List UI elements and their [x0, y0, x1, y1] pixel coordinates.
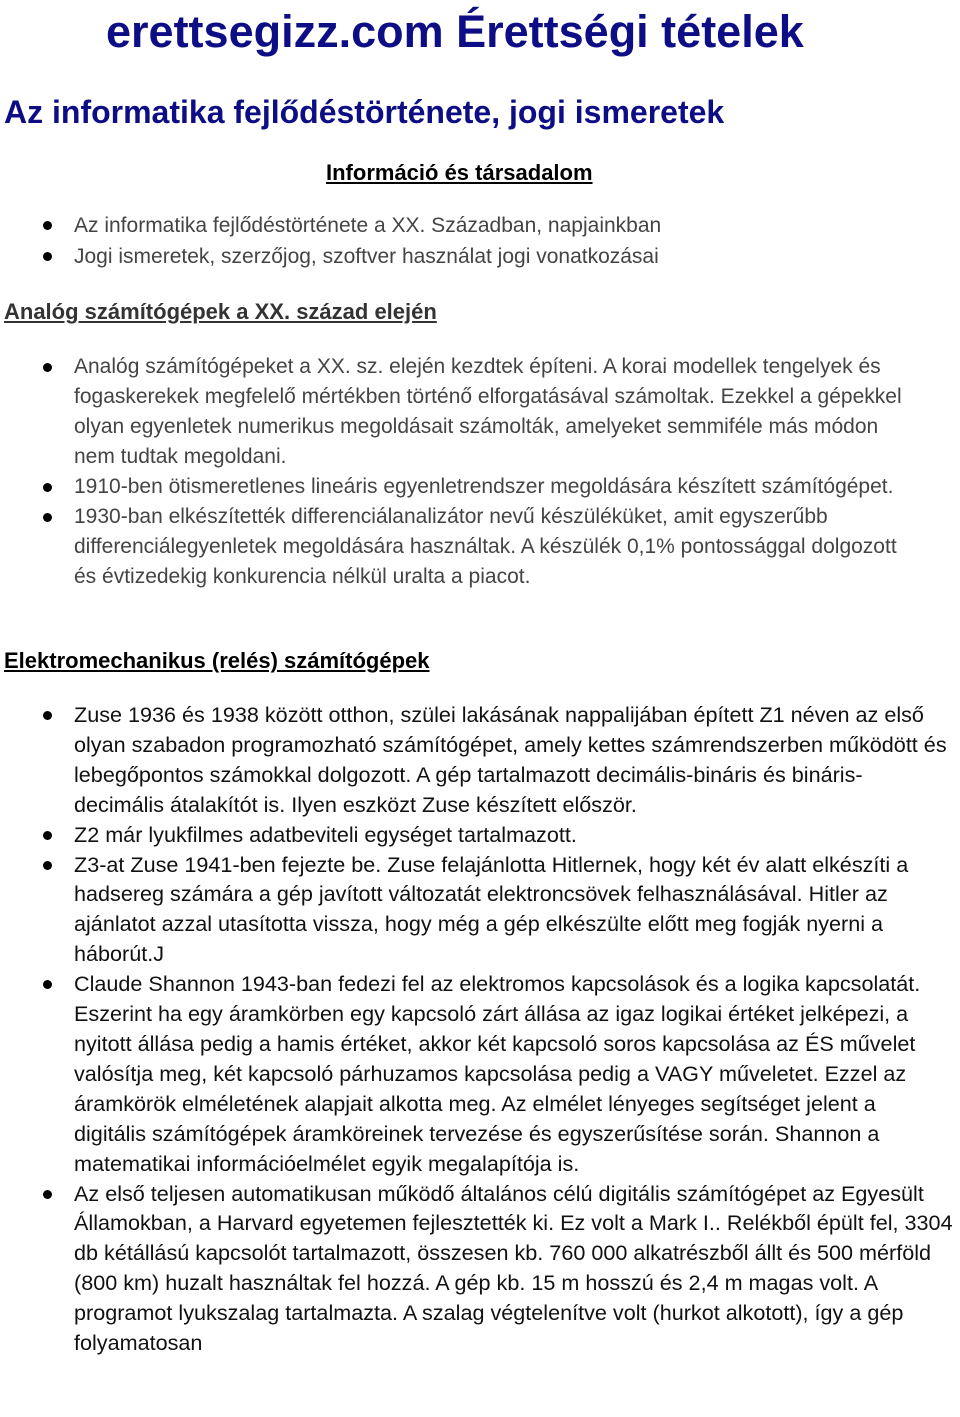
- bullet-icon: [43, 1190, 52, 1199]
- electromechanical-list: [0, 700, 960, 1358]
- analog-heading: Analóg számítógépek a XX. század elején: [4, 299, 437, 324]
- list-item-text: Az informatika fejlődéstörténete a XX. Században, napjainkban: [74, 214, 662, 237]
- bullet-icon: [43, 980, 52, 989]
- document-title: Az informatika fejlődéstörténete, jogi ismeretek: [4, 94, 725, 130]
- list-item: [0, 210, 900, 241]
- list-item-text: Z3-at Zuse 1941-ben fejezte be. Zuse felajánlotta Hitlernek, hogy két év alatt elkészíti a hadsereg számára a gép javított változatát elektroncsövek felhasználásával. Hitler az ajánlatot azzal utasította vissza, hogy még a gép elkészülte előtt meg fogják nyerni a háborút.J: [74, 851, 909, 967]
- list-item: [0, 820, 950, 850]
- bullet-icon: [43, 221, 52, 230]
- bullet-icon: [43, 252, 52, 261]
- list-item: [0, 700, 950, 820]
- bullet-icon: [43, 711, 52, 720]
- bullet-icon: [43, 483, 52, 492]
- list-item: [0, 472, 914, 502]
- list-item-text: Claude Shannon 1943-ban fedezi fel az elektromos kapcsolások és a logika kapcsolatát. Eszerint ha egy áramkörben egy kapcsoló zárt állása az igaz logikai értéket jelképezi, a nyitott állása pedig a hamis értéket, akkor két kapcsoló soros kapcsolása az ÉS művelet valósítja meg, két kapcsoló párhuzamos kapcsolása pedig a VAGY műveletet. Ezzel az áramkörök elméletének alapjait alkotta meg. Az elmélet lényeges segítséget jelent a digitális számítógépek áramköreinek tervezése és egyszerűsítése során. Shannon a matematikai információelmélet egyik megalapítója is.: [74, 971, 921, 1176]
- bullet-icon: [43, 861, 52, 870]
- bullet-icon: [43, 513, 52, 522]
- list-item-text: Analóg számítógépeket a XX. sz. elején kezdtek építeni. A korai modellek tengelyek és fogaskerekek megfelelő mértékben történő elforgatásával számoltak. Ezekkel a gépekkel olyan egyenletek numerikus megoldásait számolták, amelyeket semmiféle más módon nem tudtak megoldani.: [74, 355, 902, 468]
- list-item: [0, 352, 914, 472]
- bullet-icon: [43, 831, 52, 840]
- section-title: Információ és társadalom: [326, 160, 593, 185]
- electromechanical-heading: Elektromechanikus (relés) számítógépek: [4, 648, 430, 673]
- list-item-text: Az első teljesen automatikusan működő általános célú digitális számítógépet az Egyesült Államokban, a Harvard egyetemen fejlesztették ki. Ez volt a Mark I.. Relékből épült fel, 3304 db kétállású kapcsolót tartalmazott, összesen kb. 760 000 alkatrészből állt és 500 mérföld (800 km) huzalt használtak fel hozzá. A gép kb. 15 m hosszú és 2,4 m magas volt. A programot lyukszalag tartalmazta. A szalag végtelenítve volt (hurkot alkotott), így a gép folyamatosan: [74, 1180, 953, 1356]
- analog-list: [0, 352, 960, 592]
- list-item-text: 1930-ban elkészítették differenciálanalizátor nevű készüléküket, amit egyszerűbb differenciálegyenletek megoldására használtak. A készülék 0,1% pontossággal dolgozott és évtizedekig konkurencia nélkül uralta a piacot.: [74, 505, 897, 588]
- list-item: [0, 1179, 960, 1358]
- list-item: [0, 502, 914, 592]
- site-title: erettsegizz.com Érettségi tételek: [106, 6, 804, 57]
- list-item: [0, 241, 900, 272]
- list-item: [0, 850, 950, 970]
- list-item-text: 1910-ben ötismeretlenes lineáris egyenletrendszer megoldására készített számítógépet.: [74, 475, 894, 498]
- intro-list: [0, 210, 900, 272]
- bullet-icon: [43, 363, 52, 372]
- list-item-text: Jogi ismeretek, szerzőjog, szoftver használat jogi vonatkozásai: [74, 245, 659, 268]
- list-item-text: Z2 már lyukfilmes adatbeviteli egységet tartalmazott.: [74, 821, 577, 847]
- list-item: [0, 969, 950, 1178]
- list-item-text: Zuse 1936 és 1938 között otthon, szülei lakásának nappalijában épített Z1 néven az első olyan szabadon programozható számítógépet, amely kettes számrendszerben működött és lebegőpontos számokkal dolgozott. A gép tartalmazott decimális-bináris és bináris-decimális átalakítót is. Ilyen eszközt Zuse készített először.: [74, 702, 947, 817]
